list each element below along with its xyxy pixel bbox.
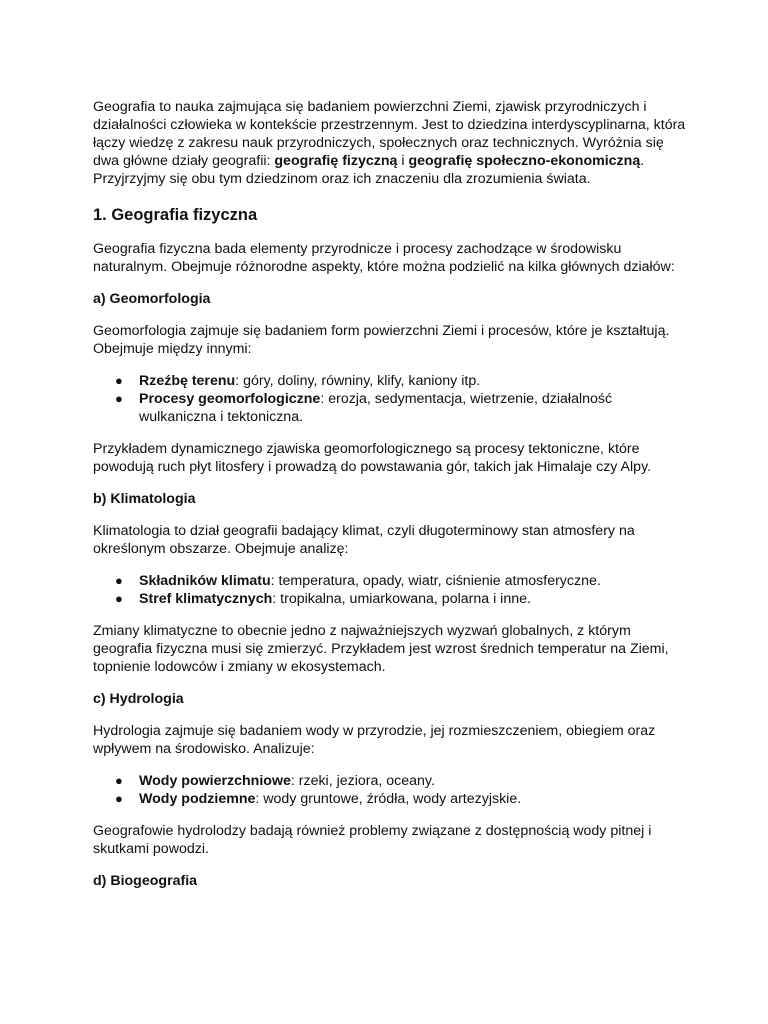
list-item — [93, 790, 693, 808]
subsection-outro: Przykładem dynamicznego zjawiska geomorfologicznego są procesy tektoniczne, które powodują ruch płyt litosfery i prowadzą do powstawania gór, takich jak Himalaje czy Alpy. — [93, 441, 652, 475]
bullet-icon: ● — [115, 773, 123, 788]
bullet-icon: ● — [115, 791, 123, 806]
intro-text: Geografia to nauka zajmująca się badaniem powierzchni Ziemi, zjawisk przyrodniczych i działalności człowieka w kontekście przestrzennym. Jest to dziedzina interdyscyplinarna, która łączy wiedzę z zakresu nauk przyrodniczych, społecznych oraz technicznych. Wyróżnia się dwa główne działy geografii: — [93, 99, 686, 169]
subsection-heading-geomorfologia: a) Geomorfologia — [93, 291, 211, 307]
intro-text: i — [397, 153, 409, 169]
list-item-term: Składników klimatu — [139, 573, 271, 589]
subsection-intro: Hydrologia zajmuje się badaniem wody w przyrodzie, jej rozmieszczeniem, obiegiem oraz wpływem na środowisko. Analizuje: — [93, 723, 656, 757]
list-item-desc: : rzeki, jeziora, oceany. — [290, 773, 435, 789]
bullet-list — [93, 372, 693, 426]
list-item-term: Rzeźbę terenu — [139, 373, 236, 389]
bullet-icon: ● — [115, 591, 123, 606]
intro-bold-socioeconomic: geografię społeczno-ekonomiczną — [408, 153, 641, 169]
list-item-desc: : tropikalna, umiarkowana, polarna i inne. — [272, 591, 531, 607]
intro-text: . Przyjrzyjmy się obu tym dziedzinom oraz ich znaczeniu dla zrozumienia świata. — [93, 153, 645, 187]
subsection-intro: Geomorfologia zajmuje się badaniem form powierzchni Ziemi i procesów, które je kształtują. Obejmuje między innymi: — [93, 323, 670, 357]
list-item-desc: : góry, doliny, równiny, klify, kaniony itp. — [235, 373, 481, 389]
list-item-desc: : temperatura, opady, wiatr, ciśnienie atmosferyczne. — [270, 573, 601, 589]
list-item — [93, 772, 693, 790]
subsection-outro: Geografowie hydrolodzy badają również problemy związane z dostępnością wody pitnej i skutkami powodzi. — [93, 823, 652, 857]
bullet-list — [93, 772, 693, 808]
subsection-heading-hydrologia: c) Hydrologia — [93, 691, 184, 707]
list-item — [93, 572, 693, 590]
intro-bold-physical: geografię fizyczną — [274, 153, 398, 169]
section-heading: 1. Geografia fizyczna — [93, 206, 258, 224]
list-item-term: Wody powierzchniowe — [139, 773, 291, 789]
list-item-term: Wody podziemne — [139, 791, 256, 807]
intro-paragraph — [93, 98, 693, 188]
bullet-icon: ● — [115, 391, 123, 406]
bullet-icon: ● — [115, 573, 123, 588]
list-item — [93, 390, 693, 426]
list-item-term: Stref klimatycznych — [139, 591, 273, 607]
list-item-term: Procesy geomorfologiczne — [139, 391, 321, 407]
subsection-intro: Klimatologia to dział geografii badający klimat, czyli długoterminowy stan atmosfery na określonym obszarze. Obejmuje analizę: — [93, 523, 635, 557]
bullet-list — [93, 572, 693, 608]
list-item-desc: : wody gruntowe, źródła, wody artezyjskie. — [255, 791, 522, 807]
list-item-desc: : erozja, sedymentacja, wietrzenie, działalność wulkaniczna i tektoniczna. — [139, 391, 613, 425]
list-item — [93, 372, 693, 390]
list-item — [93, 590, 693, 608]
subsection-outro: Zmiany klimatyczne to obecnie jedno z najważniejszych wyzwań globalnych, z którym geografia fizyczna musi się zmierzyć. Przykładem jest wzrost średnich temperatur na Ziemi, topnienie lodowców i zmiany w ekosystemach. — [93, 623, 669, 675]
bullet-icon: ● — [115, 373, 123, 388]
document-body — [93, 98, 693, 904]
subsection-heading-biogeografia: d) Biogeografia — [93, 873, 198, 889]
subsection-heading-klimatologia: b) Klimatologia — [93, 491, 196, 507]
section-intro: Geografia fizyczna bada elementy przyrodnicze i procesy zachodzące w środowisku naturalnym. Obejmuje różnorodne aspekty, które można podzielić na kilka głównych działów: — [93, 241, 675, 275]
